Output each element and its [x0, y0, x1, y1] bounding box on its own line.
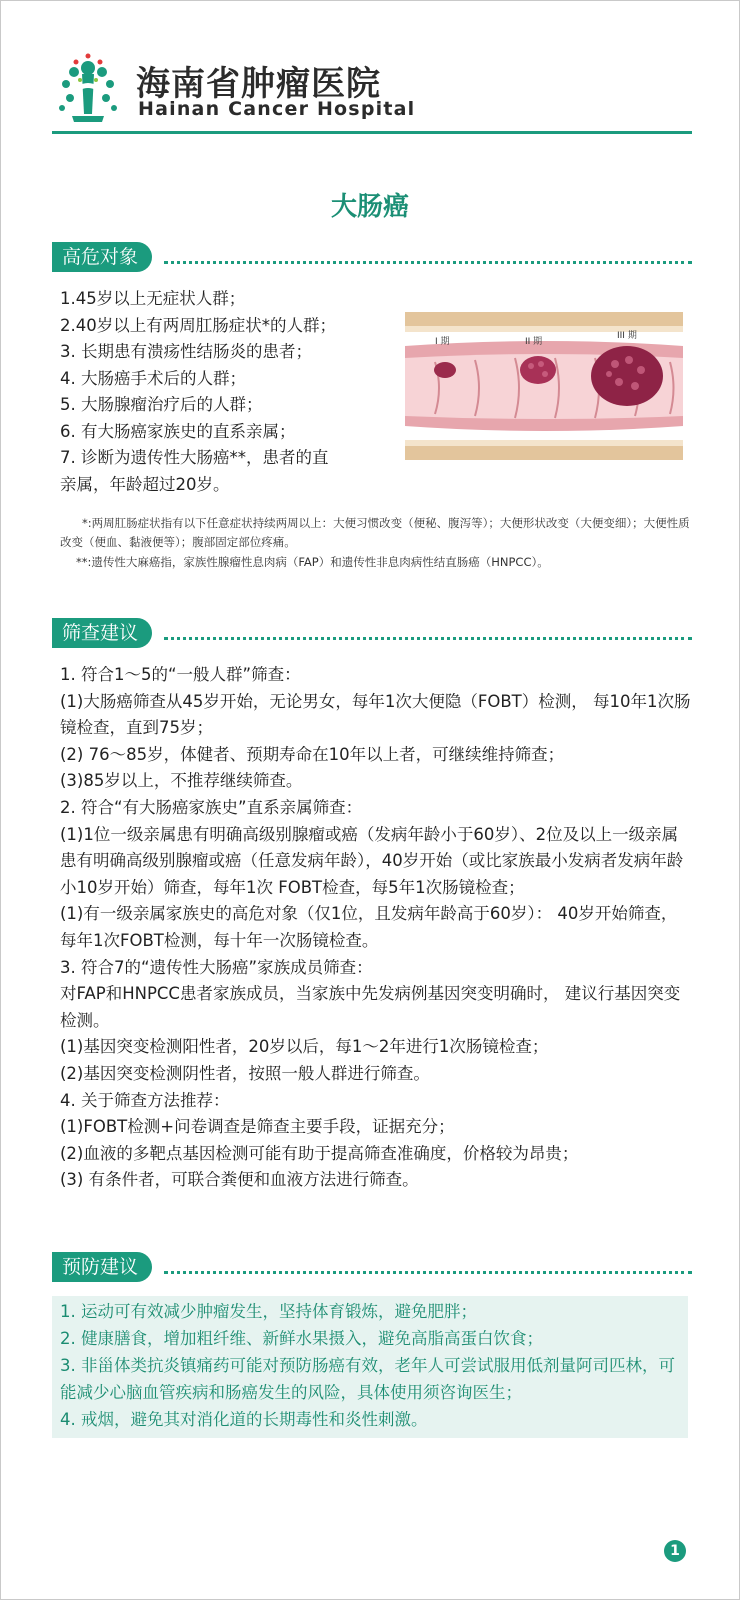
list-item: 2.40岁以上有两周肛肠症状*的人群；	[60, 315, 336, 335]
risk-list	[60, 286, 360, 498]
tumor-stage-2	[520, 356, 556, 384]
screening-section-label: 筛查建议	[52, 618, 152, 648]
list-item: 2. 健康膳食，增加粗纤维、新鲜水果摄入，避免高脂高蛋白饮食；	[60, 1329, 543, 1348]
risk-section-header	[52, 242, 692, 274]
list-item: (3)85岁以上，不推荐继续筛查。	[60, 771, 303, 791]
list-item: (2)血液的多靶点基因检测可能有助于提高筛查准确度，价格较为昂贵；	[60, 1143, 579, 1163]
section-dotted-line	[164, 261, 692, 264]
prevention-section-header	[52, 1252, 692, 1284]
page-number-badge: 1	[664, 1540, 686, 1562]
list-item: 1.45岁以上无症状人群；	[60, 289, 246, 308]
list-item: 5. 大肠腺瘤治疗后的人群；	[60, 395, 263, 414]
list-item: 3. 长期患有溃疡性结肠炎的患者；	[60, 342, 312, 361]
hospital-name-cn: 海南省肿瘤医院	[136, 64, 381, 104]
stage-label: II 期	[525, 337, 543, 347]
list-item: 对FAP和HNPCC患者家族成员，当家族中先发病例基因突变明确时， 建议行基因突变检测。	[60, 984, 681, 1030]
prevention-section-label: 预防建议	[52, 1252, 152, 1282]
list-item: 3. 符合7的“遗传性大肠癌”家族成员筛查：	[60, 957, 373, 977]
list-item: (1)有一级亲属家族史的高危对象（仅1位，且发病年龄高于60岁）： 40岁开始筛查，每年1次FOBT检测，每十年一次肠镜检查。	[60, 904, 678, 950]
footnote-hereditary: **:遗传性大麻癌指，家族性腺瘤性息肉病（FAP）和遗传性非息肉病性结直肠癌（HNPCC）。	[76, 555, 549, 569]
list-item: 1. 运动可有效减少肿瘤发生，坚持体育锻炼，避免肥胖；	[60, 1302, 477, 1321]
hospital-header	[52, 52, 692, 132]
list-item: (2) 76～85岁，体健者、预期寿命在10年以上者，可继续维持筛查；	[60, 744, 565, 764]
list-item: 1. 符合1～5的“一般人群”筛查：	[60, 665, 301, 684]
hospital-logo-icon	[52, 52, 124, 124]
tumor-stage-3	[591, 346, 663, 406]
screening-section-header	[52, 618, 692, 650]
list-item: (1)大肠癌筛查从45岁开始，无论男女，每年1次大便隐（FOBT）检测， 每10年1次肠镜检查，直到75岁；	[60, 691, 691, 738]
list-item: (1)FOBT检测+问卷调查是筛查主要手段，证据充分；	[60, 1117, 455, 1137]
list-item: 4. 戒烟，避免其对消化道的长期毒性和炎性刺激。	[60, 1410, 428, 1429]
stage-label: III 期	[617, 331, 637, 341]
prevention-box	[52, 1296, 688, 1438]
prevention-list	[60, 1298, 685, 1433]
section-dotted-line	[164, 1271, 692, 1274]
list-item: 2. 符合“有大肠癌家族史”直系亲属筛查：	[60, 797, 363, 817]
section-dotted-line	[164, 637, 692, 640]
list-item: 6. 有大肠癌家族史的直系亲属；	[60, 421, 296, 441]
list-item: (1)基因突变检测阳性者，20岁以后，每1～2年进行1次肠镜检查；	[60, 1037, 549, 1057]
footnote-symptoms: *:两周肛肠症状指有以下任意症状持续两周以上：大便习惯改变（便秘、腹泻等）；大便形状改变（大便变细）；大便性质改变（便血、黏液便等）；腹部固定部位疼痛。	[60, 516, 690, 549]
colon-tumor-stages-illustration	[405, 312, 683, 460]
page-title: 大肠癌	[330, 192, 409, 222]
screening-list	[60, 662, 692, 1194]
list-item: 3. 非甾体类抗炎镇痛药可能对预防肠癌有效，老年人可尝试服用低剂量阿司匹林，可能减少心脑血管疾病和肠癌发生的风险，具体使用须咨询医生；	[60, 1356, 675, 1402]
list-item: (3) 有条件者，可联合粪便和血液方法进行筛查。	[60, 1170, 419, 1190]
risk-section-label: 高危对象	[52, 242, 152, 272]
list-item: (2)基因突变检测阴性者，按照一般人群进行筛查。	[60, 1063, 430, 1083]
header-divider	[52, 131, 692, 134]
list-item: 7. 诊断为遗传性大肠癌**，患者的直	[60, 448, 329, 467]
list-item: 4. 大肠癌手术后的人群；	[60, 368, 246, 388]
hospital-name-en: Hainan Cancer Hospital	[138, 98, 416, 120]
list-item: 4. 关于筛查方法推荐：	[60, 1090, 230, 1110]
list-item: (1)1位一级亲属患有明确高级别腺瘤或癌（发病年龄小于60岁）、2位及以上一级亲属患有明确高级别腺瘤或癌（任意发病年龄），40岁开始（或比家族最小发病者发病年龄小10岁开始）筛查，每年1次 FOBT检查，每5年1次肠镜检查；	[60, 824, 684, 897]
list-item: 亲属，年龄超过20岁。	[60, 474, 230, 494]
stage-label: I 期	[435, 337, 450, 347]
tumor-stage-1	[434, 362, 456, 378]
